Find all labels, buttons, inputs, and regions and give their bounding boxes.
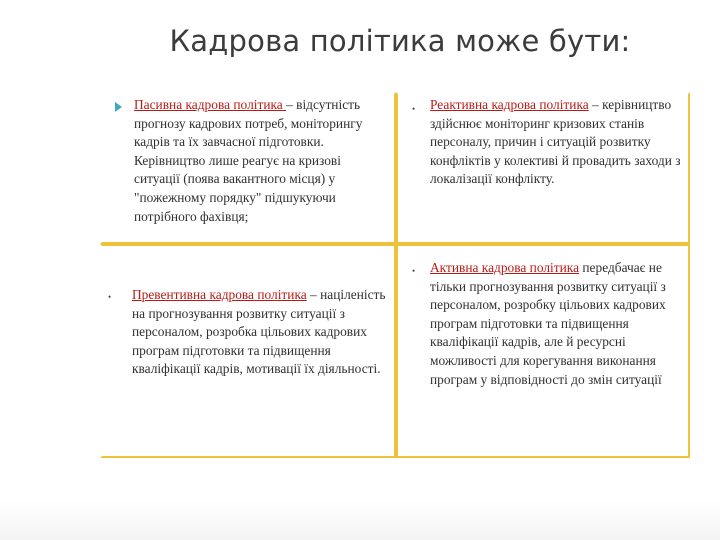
cell-preventive-policy	[100, 244, 396, 458]
term-active: Активна кадрова політика	[430, 260, 580, 275]
description-reactive: – керівництво здійснює моніторинг кризових станів персоналу, причин і ситуацій розвитку конфліктів у колективі й провадить заходи з локалізації конфлікту.	[430, 97, 681, 187]
bullet-dot-icon: •	[108, 292, 112, 302]
description-active: передбачає не тільки прогнозування розвитку ситуації з персоналом, розробку цільових кадрових програм підготовки та підвищення кваліфікації кадрів, але й ресурсні можливості для корегування виконання програм у відповідності до змін ситуації	[430, 260, 666, 387]
term-preventive: Превентивна кадрова політика	[132, 287, 307, 302]
term-passive: Пасивна кадрова політика	[134, 97, 287, 112]
cell-active-policy	[396, 244, 690, 458]
term-reactive: Реактивна кадрова політика	[430, 97, 589, 112]
slide-footer-shade	[0, 498, 720, 540]
bullet-dot-icon: •	[412, 104, 416, 114]
cell-passive-policy	[100, 92, 396, 244]
description-passive: – відсутність прогнозу кадрових потреб, моніторингу кадрів та їх завчасної підготовки. Керівництво лише реагує на кризові ситуації (поява вакантного місця) у "пожежному порядку" підшукуючи потрібного фахівця;	[134, 97, 363, 224]
slide-title: Кадрова політика може бути:	[169, 24, 631, 58]
bullet-dot-icon: •	[412, 266, 416, 276]
description-preventive: – націленість на прогнозування розвитку ситуації з персоналом, розробка цільових кадрових програм підготовки та підвищення кваліфікації кадрів, мотивації їх діяльності.	[132, 287, 386, 377]
cell-reactive-policy	[396, 92, 690, 244]
arrow-bullet-icon	[115, 102, 122, 112]
